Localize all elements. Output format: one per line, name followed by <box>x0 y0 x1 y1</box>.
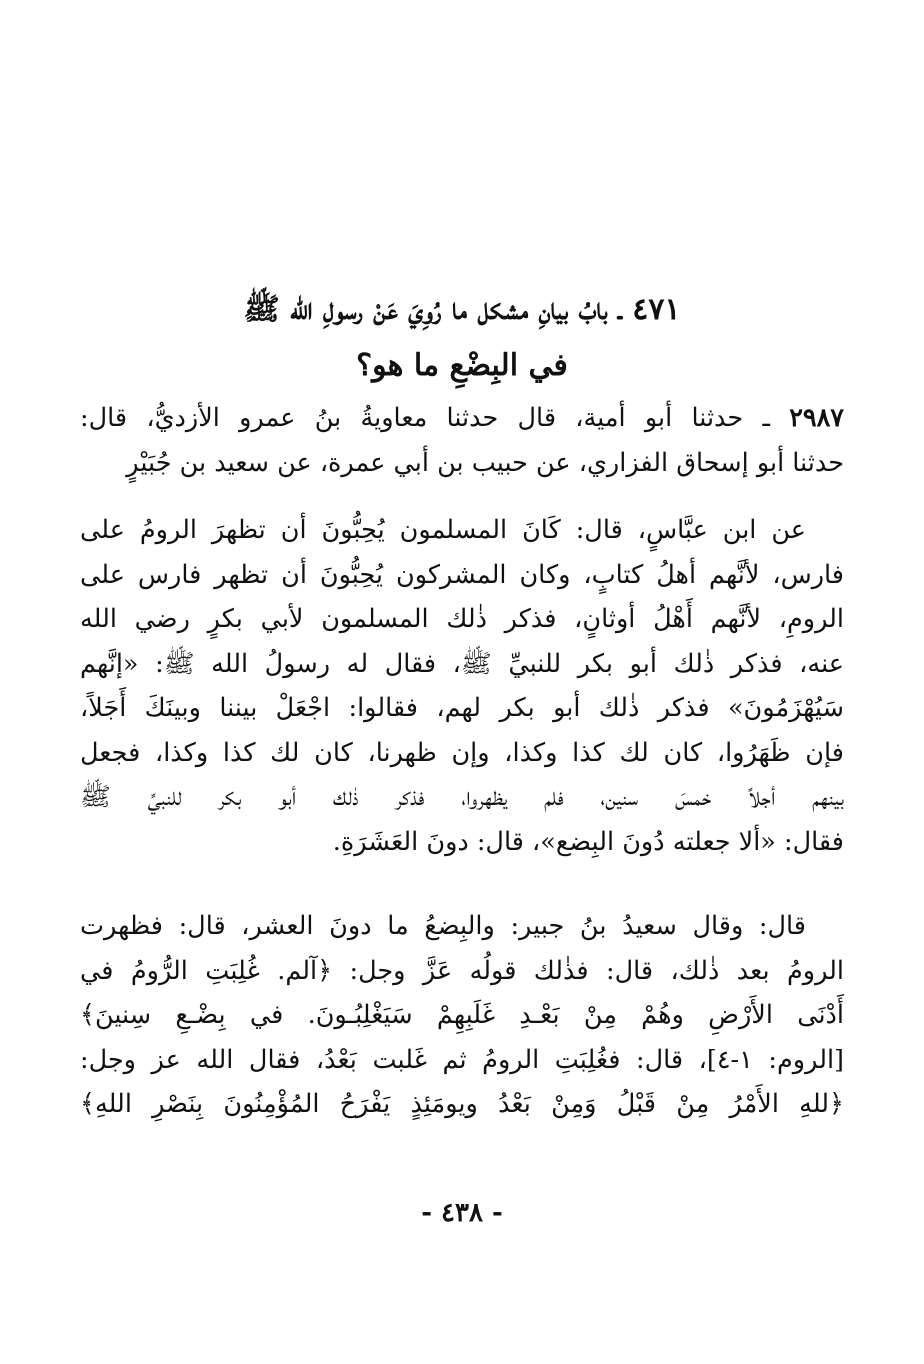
hadith-isnad <box>80 396 844 485</box>
isnad-text: ـ حدثنا أبو أمية، قال حدثنا معاويةُ بنُ عمرو الأزديُّ، قال: <box>80 403 770 433</box>
body-line: فارس، لأنَّهم أهلُ كتابٍ، وكان المشركون يُحِبُّونَ أن تظهر فارس على <box>80 559 844 590</box>
hadith-body <box>80 508 844 864</box>
commentary-line: [الروم: ١-٤]، قال: فغُلِبَتِ الرومُ ثم غَلبت بَعْدُ، فقال الله عز وجل: <box>80 1044 844 1075</box>
body-line: عن ابن عبَّاسٍ، قال: كَانَ المسلمون يُحِبُّونَ أن تظهرَ الرومُ على <box>80 515 806 545</box>
chapter-subtitle: في البِضْعِ ما هو؟ <box>356 348 568 383</box>
chapter-heading <box>80 282 844 394</box>
commentary-paragraph <box>80 904 844 1127</box>
body-line: الرومِ، لأنَّهم أَهْلُ أوثانٍ، فذكر ذٰلك المسلمون لأبي بكرٍ رضي الله <box>80 604 844 634</box>
body-line: عنه، فذكر ذٰلك أبو بكر للنبيِّ ﷺ، فقال له رسولُ الله ﷺ: «إنَّهم <box>80 648 844 679</box>
chapter-title: ٤٧١ ـ بابُ بيانِ مشكل ما رُوِيَ عَنْ رسولِ الله ﷺ <box>243 292 681 327</box>
commentary-line: الرومُ بعد ذٰلك، قال: فذٰلك قولُه عَزَّ وجل: ﴿آلم. غُلِبَتِ الرُّومُ في <box>80 955 844 986</box>
isnad-line <box>80 396 844 441</box>
commentary-line: ﴿للهِ الأَمْرُ مِنْ قَبْلُ وَمِنْ بَعْدُ ويومَئِذٍ يَفْرَحُ المُؤْمِنُونَ بِنَصْرِ اللهِ﴾ <box>80 1089 844 1119</box>
body-line: بينهم أجلاً خمسَ سنين، فلم يظهروا، فذكر ذٰلك أبو بكر للنبيِّ ﷺ <box>80 782 844 812</box>
commentary-line: أَدْنَى الأَرْضِ وهُمْ مِنْ بَعْـدِ غَلَبِهِمْ سَيَغْلِبُـونَ. في بِضْـعِ سِنينَ﴾ <box>80 1000 844 1030</box>
page-number: - ٤٣٨ - <box>421 1198 503 1228</box>
body-line: فإن ظَهَرُوا، كان لك كذا وكذا، وإن ظهرنا، كان لك كذا وكذا، فجعل <box>80 737 844 768</box>
body-line: سَيُهْزَمُونَ» فذكر ذٰلك أبو بكر لهم، فقالوا: اجْعَلْ بيننا وبينَكَ أَجَلاً، <box>80 693 844 723</box>
isnad-line: حدثنا أبو إسحاق الفزاري، عن حبيب بن أبي عمرة، عن سعيد بن جُبَيْرٍ <box>126 447 844 478</box>
body-line: فقال: «ألا جعلته دُونَ البِضع»، قال: دونَ العَشَرَةِ. <box>332 826 844 857</box>
hadith-number: ٢٩٨٧ <box>789 403 844 433</box>
commentary-line: قال: وقال سعيدُ بنُ جبير: والبِضعُ ما دونَ العشر، قال: فظهرت <box>80 911 806 941</box>
